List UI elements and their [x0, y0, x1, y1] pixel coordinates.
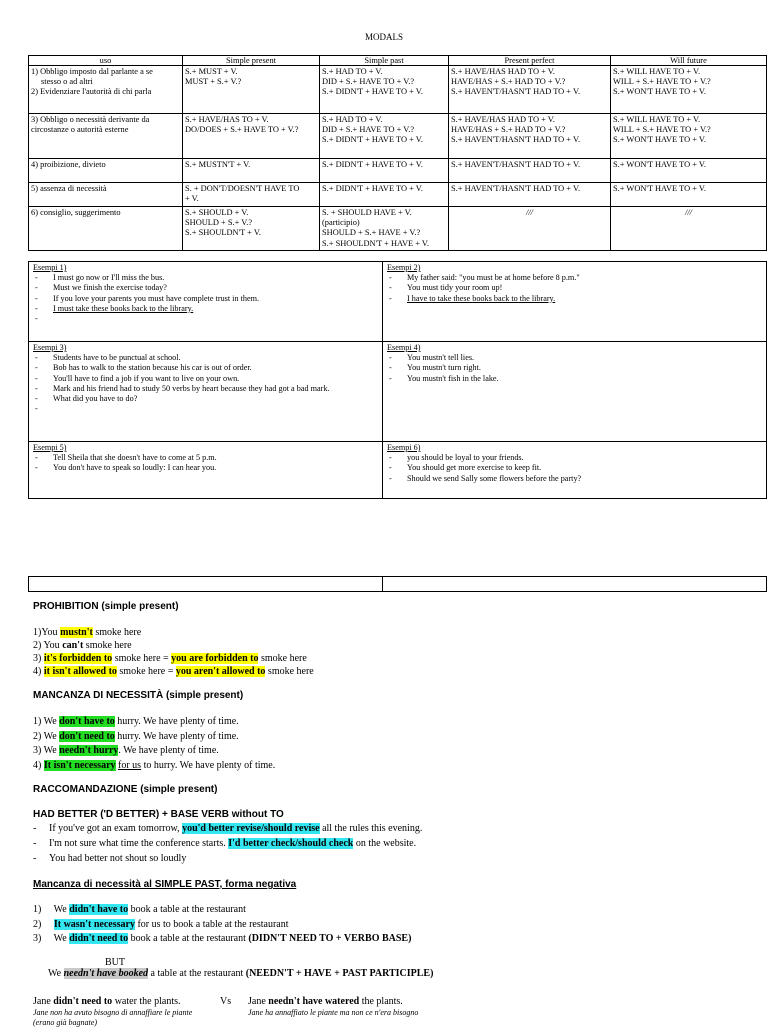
- cell-line: S.+ HAVEN'T/HASN'T HAD TO + V.: [451, 135, 581, 145]
- cell-perfect: [449, 159, 611, 183]
- text-line: 2) You can't smoke here: [33, 640, 132, 651]
- cell-line: SHOULD + S.+ V.?: [185, 218, 253, 228]
- note-line: Jane ha annaffiato le piante ma non ce n'era bisogno: [248, 1008, 419, 1017]
- section-heading: RACCOMANDAZIONE (simple present): [33, 784, 218, 795]
- examples-title: Esempi 4): [387, 343, 421, 352]
- vs-label: Vs: [220, 996, 232, 1007]
- list-item: - If you've got an exam tomorrow, you'd better revise/should revise all the rules this evening.: [33, 823, 423, 834]
- cell-line: DO/DOES + S.+ HAVE TO + V.?: [185, 125, 299, 135]
- cell-line: S.+ MUSTN'T + V.: [185, 160, 251, 169]
- cell-future: [611, 183, 767, 207]
- cell-line: 3) Obbligo o necessità derivante da: [31, 115, 150, 124]
- list-item: - You should get more exercise to keep fit.: [387, 463, 762, 473]
- cell-line: S.+ HAVE/HAS TO + V.: [185, 115, 269, 124]
- examples-list: [387, 353, 762, 384]
- cell-line: S.+ DIDN'T + HAVE TO + V.: [322, 87, 423, 97]
- text-line: 3) We needn't hurry. We have plenty of time.: [33, 745, 219, 756]
- text-line: Jane needn't have watered the plants.: [248, 996, 403, 1007]
- examples-title: Esempi 2): [387, 263, 421, 272]
- cell-line: circostanze o autorità esterne: [31, 125, 129, 135]
- cell-line: S.+ DIDN'T + HAVE TO + V.: [322, 160, 423, 169]
- cell-line: S.+ DIDN'T + HAVE TO + V.: [322, 135, 423, 145]
- list-item: - I must go now or I'll miss the bus.: [33, 273, 378, 283]
- examples-row: [29, 342, 767, 442]
- examples-list: [387, 453, 762, 484]
- examples-6: [383, 442, 767, 499]
- cell-line: MUST + S.+ V.?: [185, 77, 242, 87]
- empty-cell: [29, 577, 383, 592]
- modals-header-row: [29, 56, 767, 66]
- section-heading: MANCANZA DI NECESSITÀ (simple present): [33, 690, 244, 701]
- cell-line: 6) consiglio, suggerimento: [31, 208, 121, 217]
- list-item: - Should we send Sally some flowers before the party?: [387, 474, 762, 484]
- list-item: - you should be loyal to your friends.: [387, 453, 762, 463]
- section-heading: PROHIBITION (simple present): [33, 601, 179, 612]
- header-will-future: Will future: [611, 56, 767, 66]
- cell-line: S. + SHOULD HAVE + V.: [322, 208, 412, 217]
- empty-cell: [383, 577, 767, 592]
- cell-line: WILL + S.+ HAVE TO + V.?: [613, 125, 711, 135]
- cell-line: SHOULD + S.+ HAVE + V.?: [322, 228, 421, 238]
- text-line: 3) We didn't need to book a table at the restaurant (DIDN'T NEED TO + VERBO BASE): [33, 933, 412, 944]
- cell-present: [183, 183, 320, 207]
- cell-line: 1) Obbligo imposto dal parlante a se: [31, 67, 153, 76]
- cell-present: [183, 114, 320, 159]
- examples-2: [383, 262, 767, 342]
- cell-line: S.+ WON'T HAVE TO + V.: [613, 184, 706, 193]
- list-item: - What did you have to do?: [33, 394, 378, 404]
- cell-past: [320, 114, 449, 159]
- cell-line: 4) proibizione, divieto: [31, 160, 106, 169]
- cell-future: [611, 66, 767, 114]
- cell-present: [183, 66, 320, 114]
- cell-line: ///: [526, 208, 533, 217]
- cell-line: S.+ WON'T HAVE TO + V.: [613, 87, 706, 97]
- cell-line: + V.: [185, 194, 199, 204]
- table-row: [29, 114, 767, 159]
- list-item: - You mustn't tell lies.: [387, 353, 762, 363]
- cell-past: [320, 207, 449, 251]
- cell-line: HAVE/HAS + S.+ HAD TO + V.?: [451, 125, 566, 135]
- cell-past: [320, 183, 449, 207]
- text-line: We needn't have booked a table at the restaurant (NEEDN'T + HAVE + PAST PARTICIPLE): [48, 968, 434, 979]
- cell-uso: [29, 114, 183, 159]
- cell-line: S.+ HAVE/HAS HAD TO + V.: [451, 115, 555, 124]
- cell-uso: [29, 66, 183, 114]
- cell-line: (participio): [322, 218, 360, 228]
- list-item: - I'm not sure what time the conference starts. I'd better check/should check on the website.: [33, 838, 417, 849]
- cell-line: S.+ HAD TO + V.: [322, 67, 383, 76]
- cell-line: DID + S.+ HAVE TO + V.?: [322, 125, 415, 135]
- cell-line: ///: [685, 208, 692, 217]
- examples-1: [29, 262, 383, 342]
- cell-uso: [29, 207, 183, 251]
- cell-perfect: [449, 66, 611, 114]
- cell-line: S.+ HAVEN'T/HASN'T HAD TO + V.: [451, 184, 581, 193]
- table-row: [29, 207, 767, 251]
- list-item: - You mustn't turn right.: [387, 363, 762, 373]
- cell-future: [611, 207, 767, 251]
- examples-title: Esempi 6): [387, 443, 421, 452]
- section-heading: HAD BETTER ('D BETTER) + BASE VERB without TO: [33, 809, 284, 820]
- cell-present: [183, 207, 320, 251]
- cell-perfect: [449, 183, 611, 207]
- cell-line: S.+ WON'T HAVE TO + V.: [613, 160, 706, 169]
- examples-row: [29, 442, 767, 499]
- note-line: Jane non ha avuto bisogno di annaffiare le piante: [33, 1008, 193, 1017]
- cell-line: S.+ SHOULD + V.: [185, 208, 249, 217]
- cell-line: S.+ HAVEN'T/HASN'T HAD TO + V.: [451, 160, 581, 169]
- cell-line: S.+ SHOULDN'T + HAVE + V.: [322, 238, 429, 248]
- examples-title: Esempi 5): [33, 443, 67, 452]
- examples-list: [387, 273, 762, 304]
- header-present-perfect: Present perfect: [449, 56, 611, 66]
- list-item: - I must take these books back to the library.: [33, 304, 378, 314]
- examples-list: [33, 273, 378, 314]
- page-title: MODALS: [364, 32, 403, 42]
- list-item: - You don't have to speak so loudly: I can hear you.: [33, 463, 378, 473]
- cell-line: S.+ HAVE/HAS HAD TO + V.: [451, 67, 555, 76]
- list-item: - Must we finish the exercise today?: [33, 283, 378, 293]
- table-row: [29, 183, 767, 207]
- table-row: [29, 66, 767, 114]
- text-line: 4) It isn't necessary for us to hurry. We have plenty of time.: [33, 760, 276, 771]
- list-item: - If you love your parents you must have complete trust in them.: [33, 294, 378, 304]
- examples-row: [29, 262, 767, 342]
- cell-line: S.+ WILL HAVE TO + V.: [613, 67, 701, 76]
- note-line: (erano già bagnate): [33, 1018, 97, 1027]
- examples-list: [33, 453, 378, 473]
- cell-past: [320, 159, 449, 183]
- section-heading: Mancanza di necessità al SIMPLE PAST, forma negativa: [33, 879, 297, 890]
- list-item: - My father said: "you must be at home before 8 p.m.": [387, 273, 762, 283]
- examples-4: [383, 342, 767, 442]
- list-item: - You had better not shout so loudly: [33, 853, 187, 864]
- text-line: 1) We don't have to hurry. We have plenty of time.: [33, 716, 239, 727]
- header-simple-past: Simple past: [320, 56, 449, 66]
- cell-line: S.+ WILL HAVE TO + V.: [613, 115, 701, 124]
- cell-line: 2) Evidenziare l'autorità di chi parla: [31, 87, 152, 97]
- examples-title: Esempi 3): [33, 343, 67, 352]
- list-item: - You'll have to find a job if you want to live on your own.: [33, 374, 378, 384]
- modals-table: [28, 55, 767, 251]
- cell-line: S.+ WON'T HAVE TO + V.: [613, 135, 706, 145]
- examples-table: [28, 261, 767, 499]
- text-line: 3) it's forbidden to smoke here = you are forbidden to smoke here: [33, 653, 307, 664]
- list-item: - Students have to be punctual at school.: [33, 353, 378, 363]
- cell-line: S.+ HAVEN'T/HASN'T HAD TO + V.: [451, 87, 581, 97]
- header-uso: uso: [29, 56, 183, 66]
- cell-uso: [29, 159, 183, 183]
- cell-line: HAVE/HAS + S.+ HAD TO + V.?: [451, 77, 566, 87]
- text-line: 2) We don't need to hurry. We have plenty of time.: [33, 731, 239, 742]
- text-line: 1)You mustn't smoke here: [33, 627, 142, 638]
- cell-present: [183, 159, 320, 183]
- cell-line: S. + DON'T/DOESN'T HAVE TO: [185, 184, 300, 193]
- table-row: [29, 159, 767, 183]
- cell-line: S.+ DIDN'T + HAVE TO + V.: [322, 184, 423, 193]
- list-item: - I have to take these books back to the library.: [387, 294, 762, 304]
- list-item: - You mustn't fish in the lake.: [387, 374, 762, 384]
- cell-line: 5) assenza di necessità: [31, 184, 107, 193]
- list-item: - You must tidy your room up!: [387, 283, 762, 293]
- empty-table-row: [28, 576, 767, 592]
- examples-5: [29, 442, 383, 499]
- cell-uso: [29, 183, 183, 207]
- list-item: - Mark and his friend had to study 50 verbs by heart because they had got a bad mark.: [33, 384, 378, 394]
- cell-line: S.+ SHOULDN'T + V.: [185, 228, 261, 238]
- cell-line: stesso o ad altri: [41, 77, 93, 87]
- cell-future: [611, 159, 767, 183]
- text-line: 2) It wasn't necessary for us to book a table at the restaurant: [33, 919, 289, 930]
- text-line: 4) it isn't allowed to smoke here = you aren't allowed to smoke here: [33, 666, 314, 677]
- header-simple-present: Simple present: [183, 56, 320, 66]
- list-item: - Bob has to walk to the station because his car is out of order.: [33, 363, 378, 373]
- cell-line: DID + S.+ HAVE TO + V.?: [322, 77, 415, 87]
- list-item: - Tell Sheila that she doesn't have to come at 5 p.m.: [33, 453, 378, 463]
- text-line: Jane didn't need to water the plants.: [33, 996, 181, 1007]
- cell-future: [611, 114, 767, 159]
- examples-title: Esempi 1): [33, 263, 67, 272]
- cell-line: WILL + S.+ HAVE TO + V.?: [613, 77, 711, 87]
- examples-3: [29, 342, 383, 442]
- cell-past: [320, 66, 449, 114]
- cell-perfect: [449, 207, 611, 251]
- text-line: 1) We didn't have to book a table at the restaurant: [33, 904, 246, 915]
- cell-perfect: [449, 114, 611, 159]
- cell-line: S.+ MUST + V.: [185, 67, 238, 76]
- cell-line: S.+ HAD TO + V.: [322, 115, 383, 124]
- examples-list: [33, 353, 378, 404]
- but-label: BUT: [105, 957, 125, 968]
